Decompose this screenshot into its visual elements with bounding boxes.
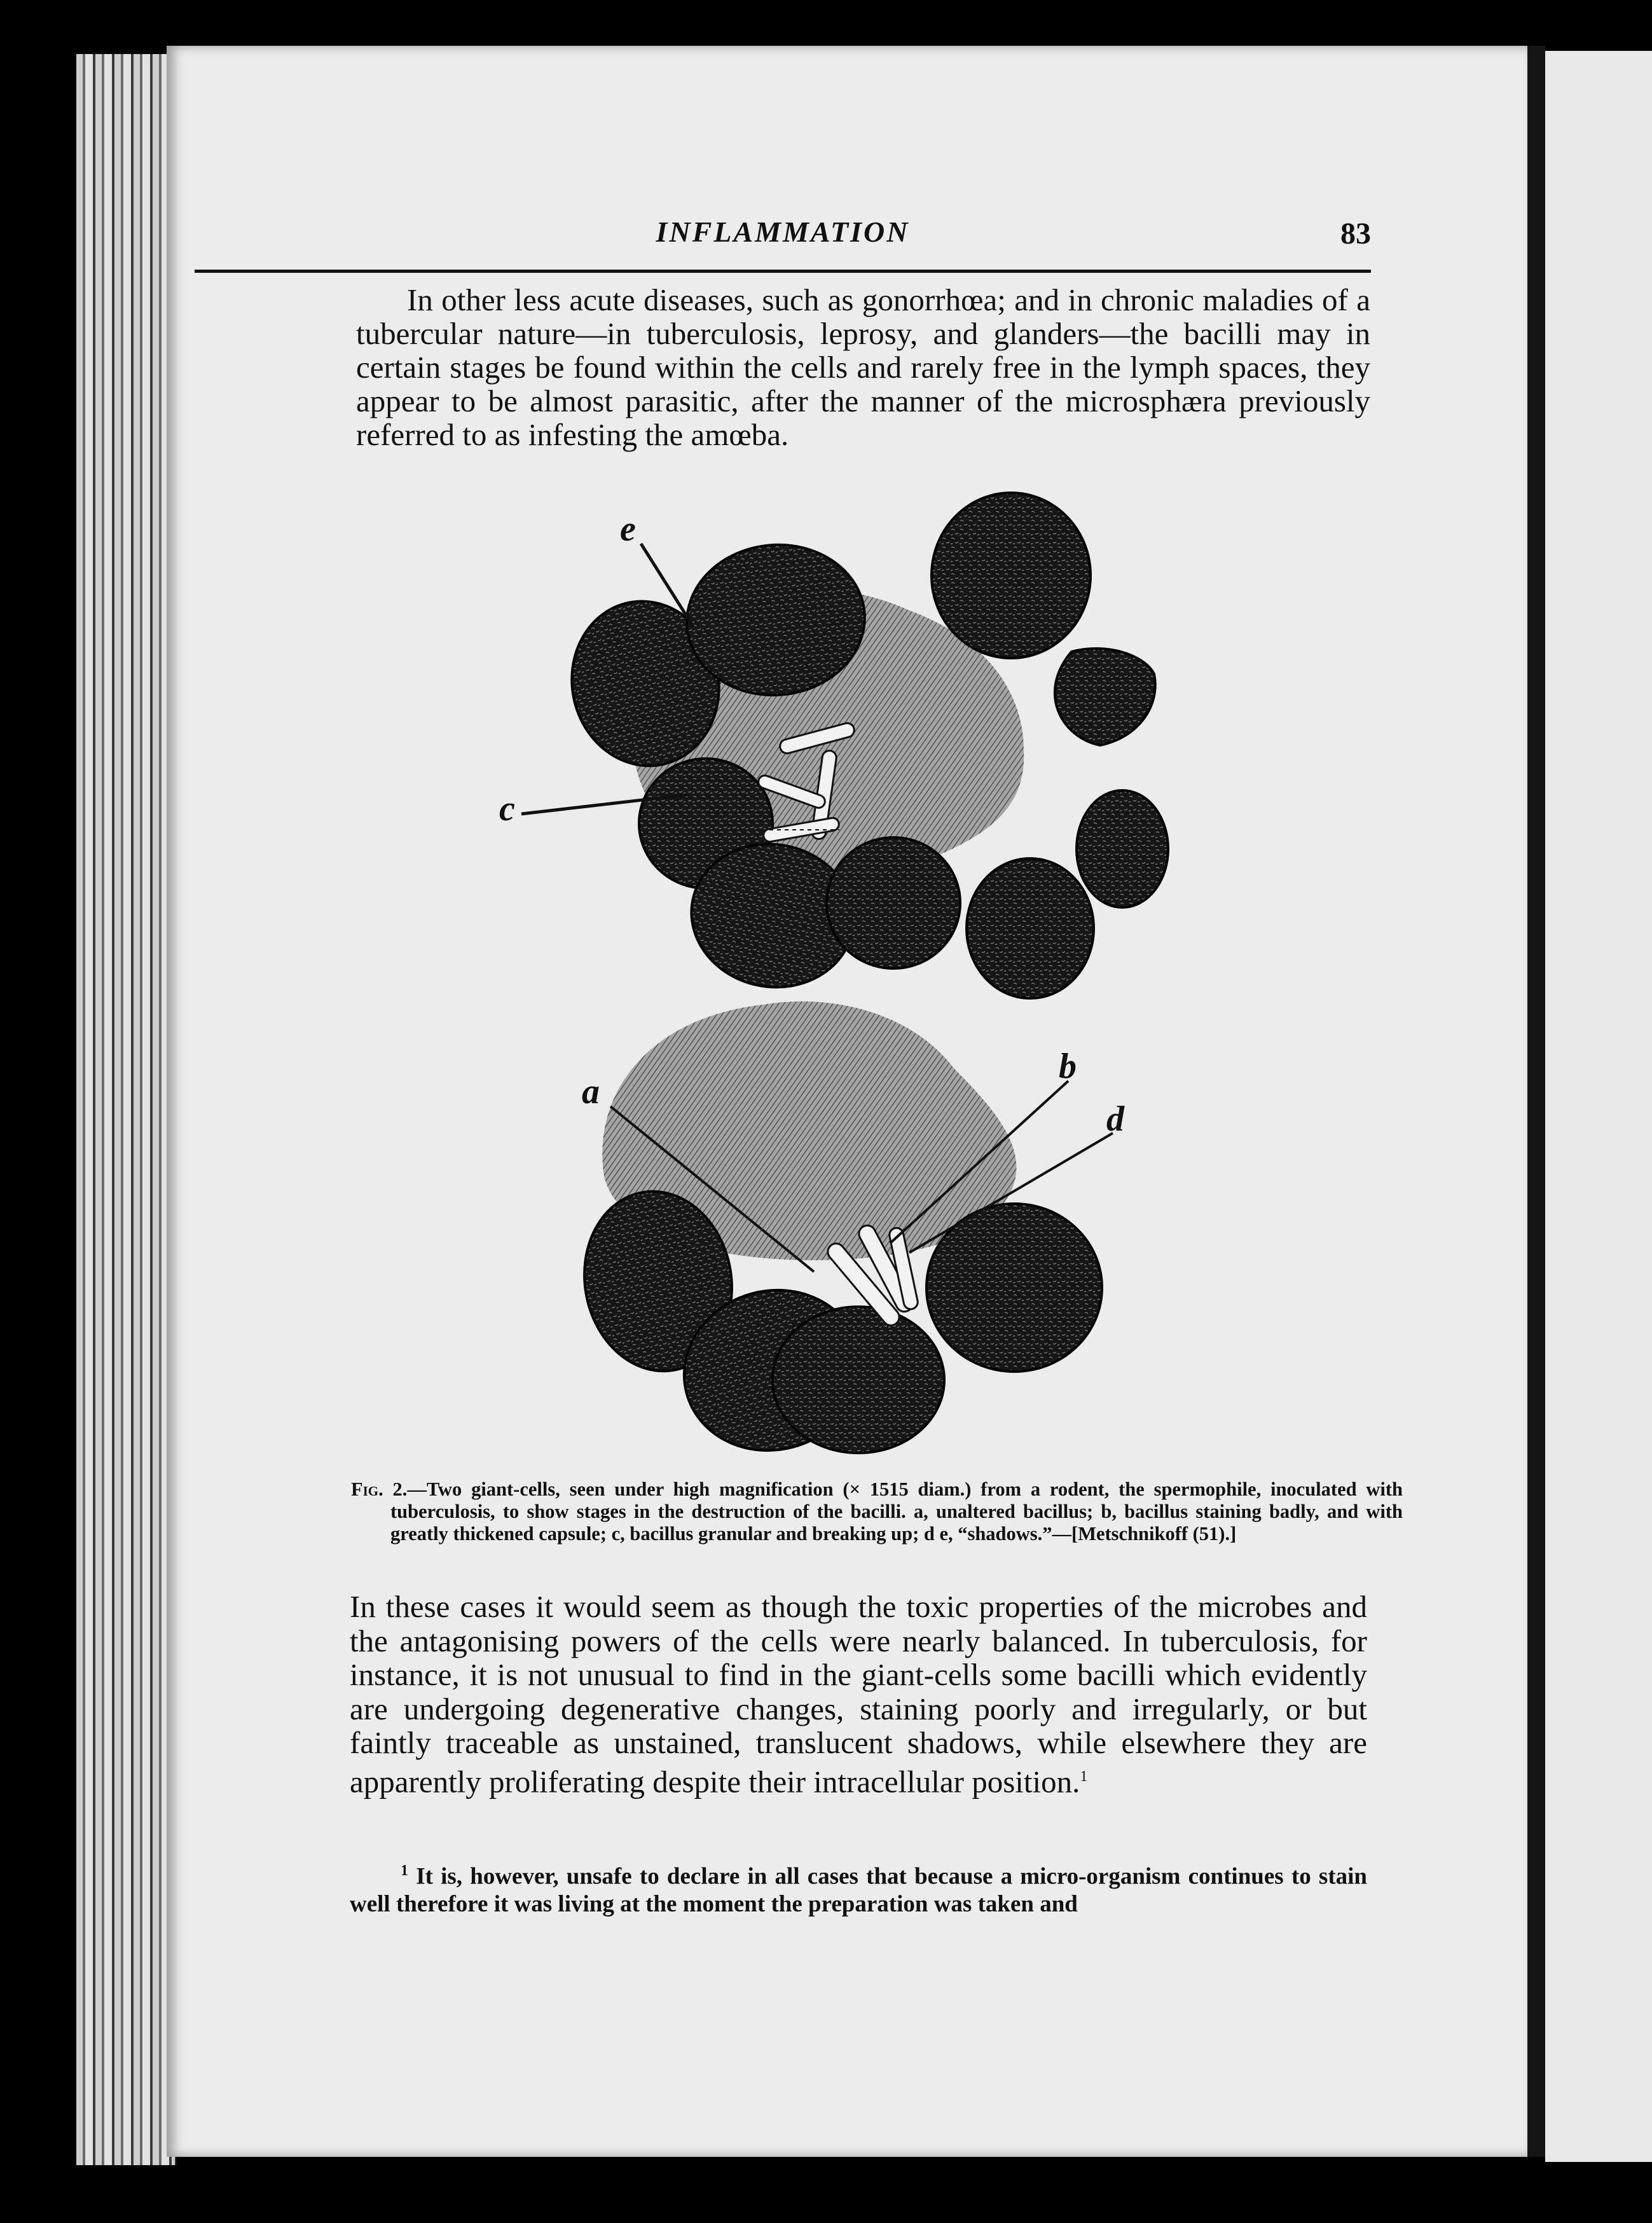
upper-nucleus — [1055, 649, 1155, 745]
figure-caption — [351, 1478, 1403, 1545]
upper-nucleus — [1077, 790, 1168, 907]
footnote-reference: 1 — [1080, 1768, 1088, 1785]
figure-label-a: a — [582, 1072, 600, 1112]
book-page-stack — [76, 54, 176, 2165]
page-number: 83 — [1340, 217, 1371, 251]
facing-page — [1545, 51, 1652, 2162]
lower-nucleus — [773, 1307, 944, 1453]
giant-cells-illustration — [496, 483, 1227, 1462]
figure-label-d: d — [1106, 1099, 1124, 1139]
footnote-text: It is, however, unsafe to declare in all cases that because a micro-organism continues to stain well therefore it was living at the moment the preparation was taken and — [350, 1863, 1367, 1918]
figure-caption-label: Fig. 2. — [351, 1478, 408, 1500]
body-paragraph-1: In other less acute diseases, such as gonorrhœa; and in chronic maladies of a tubercular nature—in tuberculosis, leprosy, and glanders—the bacilli may in certain stages be found within the cells and rarely free in the lymph spaces, they appear to be almost parasitic, after the manner of the microsphæra previously referred to as infesting the amœba. — [356, 282, 1370, 452]
figure-label-e: e — [620, 509, 636, 549]
upper-nucleus — [967, 858, 1094, 998]
upper-giant-cell — [521, 493, 1168, 1000]
figure-label-b: b — [1059, 1047, 1077, 1086]
upper-nucleus — [932, 493, 1091, 658]
upper-nucleus — [827, 837, 960, 968]
figure-label-c: c — [499, 789, 515, 829]
running-title: INFLAMMATION — [656, 216, 910, 248]
lower-giant-cell — [570, 1001, 1113, 1462]
page-gutter-edge — [1527, 46, 1545, 2157]
lower-nucleus — [926, 1204, 1102, 1372]
figure-caption-text: —Two giant-cells, seen under high magnification (× 1515 diam.) from a rodent, the spermophile, inoculated with tuberculosis, to show stages in the destruction of the bacilli. a, unaltered bacillus; b, bacillus staining badly, and with greatly thickened capsule; c, bacillus granular and breaking up; d e, “shadows.”—[Metschnikoff (51).] — [390, 1478, 1403, 1545]
running-head — [195, 164, 1371, 273]
body-paragraph-2-text: In these cases it would seem as though the toxic properties of the microbes and the antagonising powers of the cells were nearly balanced. In tuberculosis, for instance, it is not unusual to find in the giant-cells some bacilli which evidently are undergoing degenerative changes, staining poorly and irregularly, or but faintly traceable as unstained, translucent shadows, while elsewhere they are apparently proliferating despite their intracellular position. — [350, 1589, 1367, 1799]
footnote — [350, 1857, 1367, 1918]
figure-giant-cells — [496, 483, 1227, 1462]
body-paragraph-2 — [350, 1590, 1367, 1798]
footnote-marker: 1 — [401, 1862, 408, 1879]
